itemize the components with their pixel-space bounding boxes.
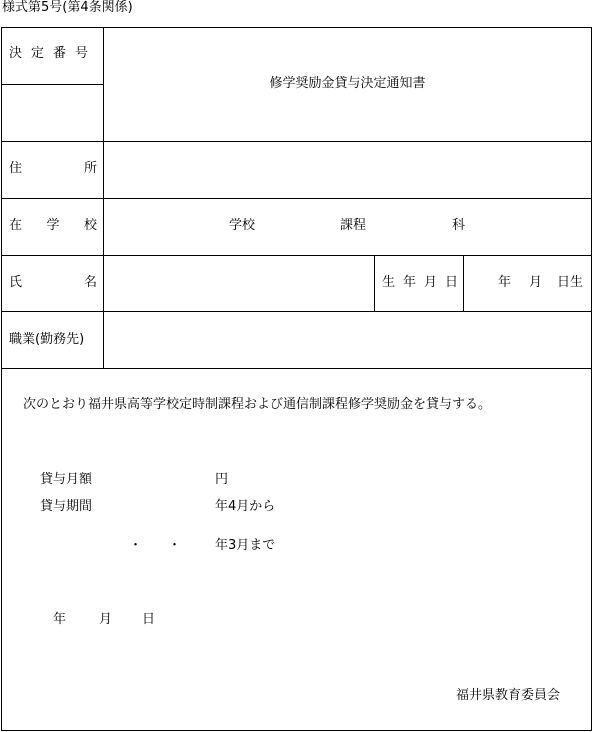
loan-period-to: 年3月まで [215,538,276,553]
loan-period-label: 貸与期間 [40,499,93,514]
issue-month-unit: 月 [99,612,113,627]
school-label: 在学校 [9,218,97,233]
statement-text: 次のとおり福井県高等学校定時制課程および通信制課程修学奨励金を貸与する。 [23,397,492,412]
monthly-amount-label: 貸与月額 [40,472,93,487]
issuer-name: 福井県教育委員会 [456,688,561,703]
birth-month-unit: 月 [529,275,543,290]
issue-year-unit: 年 [53,612,67,627]
document-title: 修学奨励金貸与決定通知書 [269,76,426,91]
school-unit: 学校 [229,218,256,233]
occupation-label: 職業(勤務先) [9,332,85,347]
decision-number-label: 決定番号 [9,46,98,61]
loan-period-from: 年4月から [215,499,276,514]
department-unit: 科 [452,218,466,233]
monthly-amount-unit: 円 [215,472,229,487]
birth-year-unit: 年 [498,275,512,290]
issue-day-unit: 日 [142,612,156,627]
birth-date-label: 生年月日 [382,275,458,290]
form-number: 様式第5号(第4条関係) [2,0,133,15]
address-label: 住所 [9,161,97,176]
birth-day-unit: 日生 [557,275,584,290]
name-label: 氏名 [9,275,97,290]
loan-period-dots: ・ ・ [129,538,182,553]
course-unit: 課程 [340,218,367,233]
